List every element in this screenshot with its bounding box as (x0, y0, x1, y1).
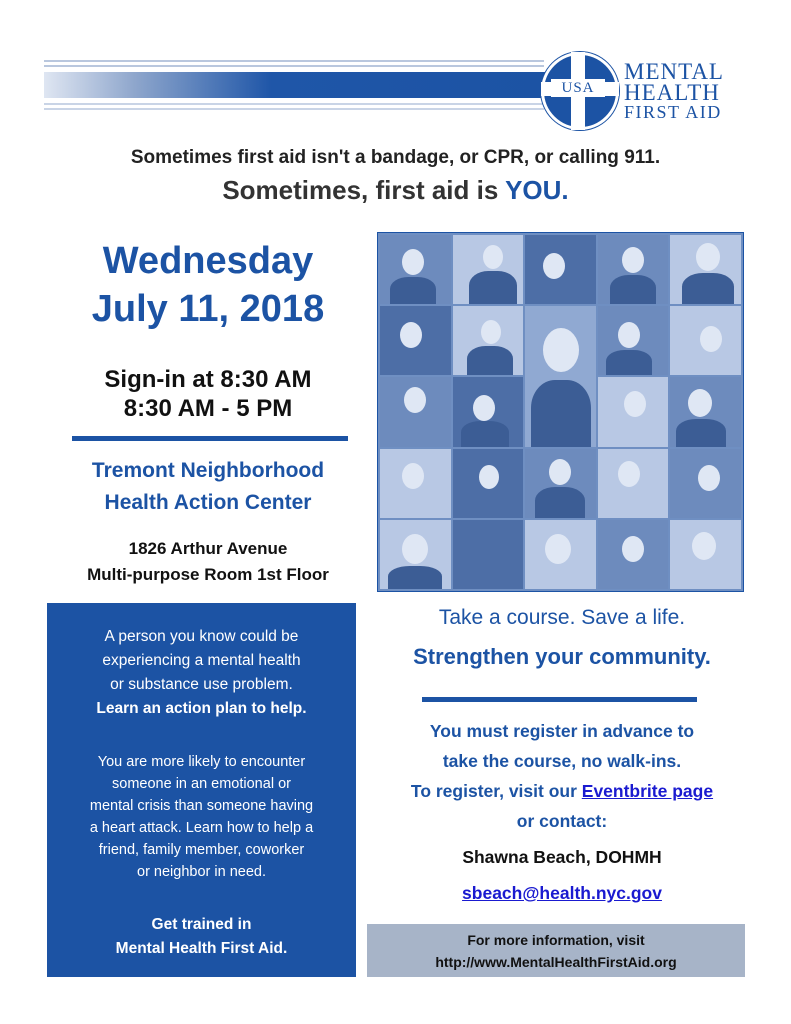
tagline-line-2 (0, 175, 791, 206)
info-text: You are more likely to encounter (97, 754, 306, 770)
event-hours: 8:30 AM - 5 PM (123, 395, 293, 422)
eventbrite-link[interactable]: Eventbrite page (581, 781, 714, 801)
registration-info (367, 716, 757, 836)
info-text: someone in an emotional or (112, 776, 291, 792)
info-text-bold: Learn an action plan to help. (96, 700, 307, 717)
logo-line-1: MENTAL (624, 59, 724, 84)
info-paragraph-1 (47, 625, 356, 721)
photo-tile (598, 377, 669, 446)
slogan-line-1: Take a course. Save a life. (438, 606, 686, 629)
info-text: Get trained in (151, 916, 252, 933)
photo-tile (670, 377, 741, 446)
info-panel (47, 603, 356, 977)
photo-tile (670, 306, 741, 375)
event-signin: Sign-in at 8:30 AM (104, 366, 312, 393)
info-text: mental crisis than someone having (89, 798, 314, 814)
photo-tile (598, 235, 669, 304)
info-text: experiencing a mental health (102, 652, 301, 669)
contact-name: Shawna Beach, DOHMH (462, 847, 662, 867)
photo-tile (380, 520, 451, 589)
info-text: or neighbor in need. (137, 864, 266, 880)
photo-tile (598, 520, 669, 589)
registration-line: You must register in advance to (429, 721, 695, 741)
more-info-box (367, 924, 745, 977)
photo-tile (525, 449, 596, 518)
event-weekday: Wednesday (102, 240, 314, 282)
header-stripe (44, 65, 544, 67)
info-text: a heart attack. Learn how to help a (89, 820, 314, 836)
photo-tile (453, 520, 524, 589)
photo-tile (525, 520, 596, 589)
venue-line-2: Health Action Center (104, 491, 312, 514)
info-text: Mental Health First Aid. (115, 940, 288, 957)
photo-tile (380, 377, 451, 446)
photo-tile (670, 449, 741, 518)
logo-badge: USA (551, 79, 605, 97)
logo-line-2: HEALTH (624, 80, 720, 105)
photo-tile-featured (525, 306, 596, 446)
info-text: A person you know could be (104, 628, 299, 645)
tagline-emphasis: YOU. (505, 175, 569, 205)
header-bar (44, 72, 549, 98)
photo-tile (380, 235, 451, 304)
photo-tile (598, 449, 669, 518)
photo-tile (525, 235, 596, 304)
address-line-1: 1826 Arthur Avenue (128, 539, 288, 558)
logo-line-3: FIRST AID (624, 102, 722, 122)
divider (422, 697, 697, 702)
event-date: July 11, 2018 (91, 288, 325, 330)
info-text: friend, family member, coworker (98, 842, 305, 858)
email-link[interactable]: sbeach@health.nyc.gov (462, 883, 662, 903)
more-info-line: For more information, visit (467, 932, 645, 948)
header-stripe (44, 60, 544, 62)
header-stripe (44, 103, 544, 105)
info-paragraph-2 (47, 751, 356, 883)
photo-tile (453, 449, 524, 518)
registration-line: take the course, no walk-ins. (442, 751, 682, 771)
address-line-2: Multi-purpose Room 1st Floor (87, 565, 329, 584)
registration-line: or contact: (516, 811, 608, 831)
photo-tile (598, 306, 669, 375)
photo-tile (453, 377, 524, 446)
info-text: or substance use problem. (110, 676, 293, 693)
venue-line-1: Tremont Neighborhood (91, 459, 325, 482)
contact-email-link[interactable] (367, 883, 757, 904)
slogan-line-2: Strengthen your community. (413, 644, 711, 669)
registration-line (367, 776, 757, 806)
photo-tile (670, 235, 741, 304)
tagline-prefix: Sometimes, first aid is (222, 175, 506, 205)
registration-prefix: To register, visit our (410, 781, 582, 801)
photo-tile (380, 306, 451, 375)
photo-tile (670, 520, 741, 589)
photo-collage (377, 232, 744, 592)
divider (72, 436, 348, 441)
photo-tile (453, 306, 524, 375)
header-stripe (44, 108, 544, 110)
more-info-url: http://www.MentalHealthFirstAid.org (435, 954, 677, 970)
photo-tile (453, 235, 524, 304)
photo-tile (380, 449, 451, 518)
tagline-line-1: Sometimes first aid isn't a bandage, or CPR, or calling 911. (130, 147, 661, 168)
info-paragraph-3 (47, 913, 356, 961)
